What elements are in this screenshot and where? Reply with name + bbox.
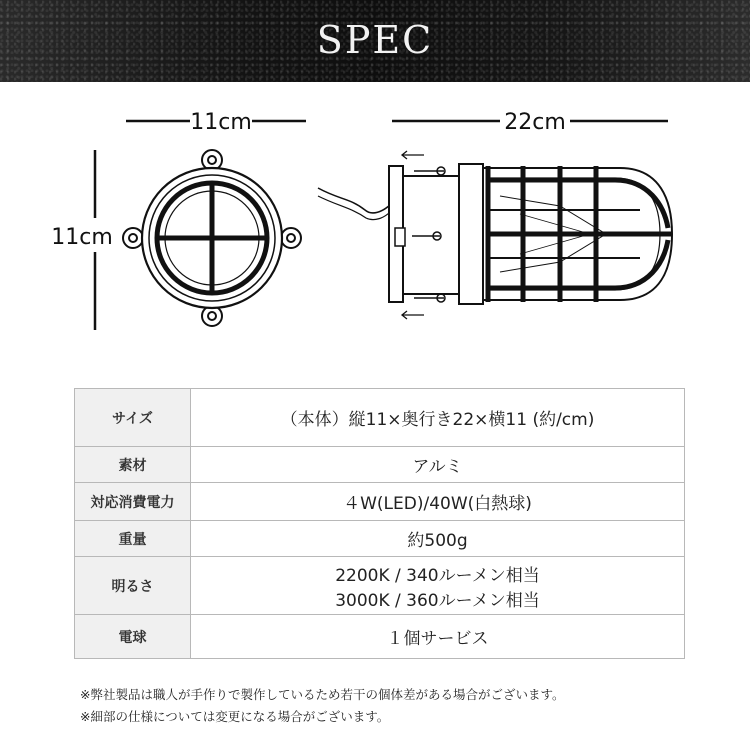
front-width-label: 11cm [190, 110, 252, 135]
spec-value-line: 3000K / 360ルーメン相当 [335, 590, 540, 611]
spec-value-line: 約500g [407, 531, 468, 551]
spec-label: 重量 [75, 521, 191, 557]
spec-value-line: １個サービス [386, 629, 489, 649]
spec-row [75, 521, 685, 557]
lamp-side-view [318, 151, 672, 319]
spec-value [191, 615, 685, 659]
page-title: SPEC [316, 18, 434, 62]
spec-value-line: 2200K / 340ルーメン相当 [335, 565, 540, 586]
spec-label: サイズ [75, 389, 191, 447]
header-banner [0, 0, 750, 82]
notes [80, 684, 720, 728]
spec-value-line: アルミ [412, 457, 463, 477]
spec-value [191, 521, 685, 557]
spec-row [75, 447, 685, 483]
spec-row [75, 483, 685, 521]
product-dimension-diagram [0, 82, 750, 382]
spec-label: 対応消費電力 [75, 483, 191, 521]
spec-value [191, 557, 685, 615]
spec-label: 電球 [75, 615, 191, 659]
spec-row [75, 615, 685, 659]
spec-value-line: ４W(LED)/40W(白熱球) [343, 494, 532, 514]
spec-row [75, 389, 685, 447]
spec-value [191, 447, 685, 483]
front-height-label: 11cm [51, 225, 113, 250]
spec-label: 素材 [75, 447, 191, 483]
side-length-label: 22cm [504, 110, 566, 135]
front-height-dimension [51, 150, 113, 330]
spec-label: 明るさ [75, 557, 191, 615]
lamp-front-view [123, 150, 301, 326]
spec-row [75, 557, 685, 615]
spec-value [191, 483, 685, 521]
note-line: ※弊社製品は職人が手作りで製作しているため若干の個体差がある場合がございます。 [80, 687, 565, 702]
side-length-dimension [392, 110, 668, 135]
spec-table [74, 388, 685, 659]
front-width-dimension [126, 110, 306, 135]
spec-value [191, 389, 685, 447]
spec-value-line: （本体）縦11×奥行き22×横11 (約/cm) [280, 410, 595, 430]
note-line: ※細部の仕様については変更になる場合がございます。 [80, 709, 390, 724]
